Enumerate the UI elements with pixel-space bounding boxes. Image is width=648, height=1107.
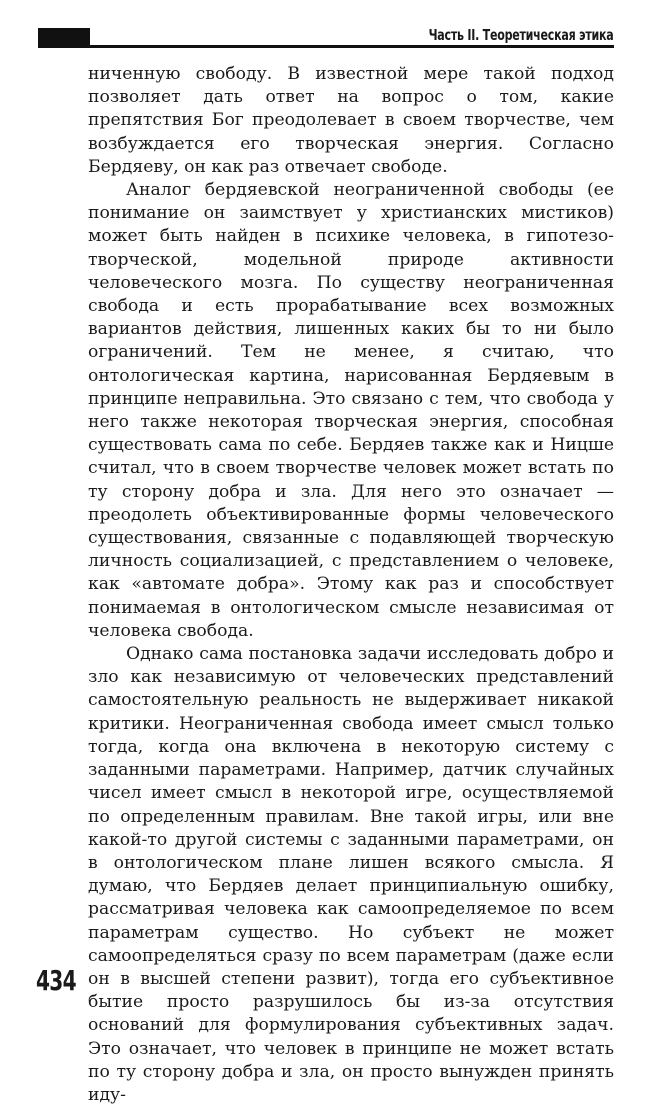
paragraph: Аналог бердяевской неограниченной свободы (ее понимание он заимствует у христианских мистиков) может быть найден в психике человека, в гипотезо-творческой, модельной природе активности человеческого мозга. По существу неограниченная свобода и есть прорабатывание всех возможных вариантов действия, лишенных каких бы то ни было ограничений. Тем не менее, я считаю, что онтологическая картина, нарисованная Бердяевым в принципе неправильна. Это связано с тем, что свобода у него также некоторая творческая энергия, способная существовать сама по себе. Бердяев также как и Ницше считал, что в своем творчестве человек может встать по ту сторону добра и зла. Для него это означает — преодолеть объективированные формы человеческого существования, связанные с подавляющей творческую личность социализацией, с представлением о человеке, как «автомате добра». Этому как раз и способствует понимаемая в онтологическом смысле независимая от человека свобода. [88,180,614,641]
paragraph: ниченную свободу. В известной мере такой подход позволяет дать ответ на вопрос о том, какие препятствия Бог преодолевает в своем творчестве, чем возбуждается его творческая энергия. Согласно Бердяеву, он как раз отвечает свободе. [88,64,614,177]
body-text [88,63,614,1107]
running-header-title: Часть II. Теоретическая этика [429,26,614,44]
header-rule [90,45,614,48]
header-black-bar [38,28,90,48]
paragraph: Однако сама постановка задачи исследовать добро и зло как независимую от человеческих представлений самостоятельную реальность не выдерживает никакой критики. Неограниченная свобода имеет смысл только тогда, когда она включена в некоторую систему с заданными параметрами. Например, датчик случайных чисел имеет смысл в некоторой игре, осуществляемой по определенным правилам. Вне такой игры, или вне какой-то другой системы с заданными параметрами, он в онтологическом плане лишен всякого смысла. Я думаю, что Бердяев делает принципиальную ошибку, рассматривая человека как самоопределяемое по всем параметрам существо. Но субъект не может самоопределяться сразу по всем параметрам (даже если он в высшей степени развит), тогда его субъективное бытие просто разрушилось бы из-за отсутствия оснований для формулирования субъективных задач. Это означает, что человек в принципе не может встать по ту сторону добра и зла, он просто вынужден принять иду- [88,644,614,1105]
running-header [38,26,614,48]
page-number: 434 [36,964,76,997]
